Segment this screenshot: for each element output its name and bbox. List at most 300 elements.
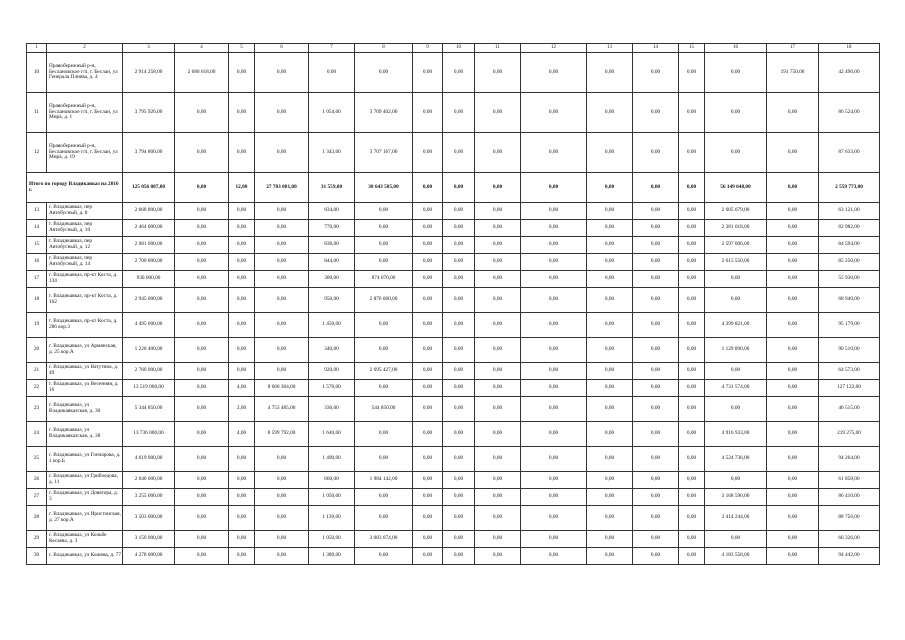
amount-cell: 0,00: [587, 397, 633, 422]
amount-cell: 0,00: [229, 548, 255, 565]
amount-cell: 0,00: [767, 489, 819, 506]
row-index-cell: 19: [27, 313, 47, 338]
amount-cell: 55 930,00: [819, 271, 880, 288]
amount-cell: 0,00: [175, 93, 229, 133]
table-row: [27, 220, 880, 237]
amount-cell: 0,00: [475, 548, 521, 565]
amount-cell: 127 122,00: [819, 380, 880, 397]
amount-cell: 0,00: [587, 53, 633, 93]
address-cell: Правобережный р-н, Беслановское г/п, г. Беслан, ул Генерала Плиева, д. 4: [47, 53, 123, 93]
amount-cell: 0,00: [587, 338, 633, 363]
amount-cell: 0,00: [767, 133, 819, 173]
column-number-header: [27, 44, 880, 53]
table-row: [27, 447, 880, 472]
amount-cell: 0,00: [443, 472, 475, 489]
amount-cell: 0,00: [633, 237, 679, 254]
amount-cell: 0,00: [521, 271, 587, 288]
amount-cell: 3 150 000,00: [123, 531, 175, 548]
amount-cell: 0,00: [229, 53, 255, 93]
amount-cell: 0,00: [633, 203, 679, 220]
amount-cell: 0,00: [413, 93, 443, 133]
amount-cell: 0,00: [679, 489, 705, 506]
amount-cell: 0,00: [679, 506, 705, 531]
amount-cell: 0,00: [633, 380, 679, 397]
amount-cell: 950,00: [309, 288, 355, 313]
amount-cell: 0,00: [587, 254, 633, 271]
amount-cell: 0,00: [443, 203, 475, 220]
amount-cell: 0,00: [679, 220, 705, 237]
amount-cell: 2 615 550,00: [705, 254, 767, 271]
amount-cell: 0,00: [521, 220, 587, 237]
address-cell: г. Владикавказ, ул Гончарова, д. 1 кор.Б: [47, 447, 123, 472]
amount-cell: 3 707 167,00: [355, 133, 413, 173]
amount-cell: 0,00: [355, 548, 413, 565]
amount-cell: 0,00: [587, 531, 633, 548]
row-index-cell: 28: [27, 506, 47, 531]
amount-cell: 0,00: [229, 133, 255, 173]
table-row: [27, 489, 880, 506]
amount-cell: 0,00: [521, 531, 587, 548]
amount-cell: 0,00: [255, 203, 309, 220]
row-index-cell: 27: [27, 489, 47, 506]
amount-cell: 0,00: [255, 237, 309, 254]
amount-cell: 1 129 890,00: [705, 338, 767, 363]
row-index-cell: 11: [27, 93, 47, 133]
amount-cell: 0,00: [229, 313, 255, 338]
amount-cell: 0,00: [229, 254, 255, 271]
amount-cell: 0,00: [705, 93, 767, 133]
amount-cell: 0,00: [767, 422, 819, 447]
total-value-cell: 125 056 087,00: [123, 173, 175, 203]
address-cell: г. Владикавказ, ул Ватутина, д. 49: [47, 363, 123, 380]
amount-cell: 0,00: [521, 313, 587, 338]
amount-cell: 0,00: [255, 506, 309, 531]
amount-cell: 0,00: [679, 237, 705, 254]
amount-cell: 1 640,00: [309, 422, 355, 447]
total-value-cell: 0,00: [413, 173, 443, 203]
amount-cell: 3 709 402,00: [355, 93, 413, 133]
amount-cell: 0,00: [475, 472, 521, 489]
amount-cell: 0,00: [175, 397, 229, 422]
address-cell: г. Владикавказ, ул Владикавказская, д. 30: [47, 397, 123, 422]
amount-cell: 0,00: [443, 531, 475, 548]
total-value-cell: 0,00: [175, 173, 229, 203]
table-row: [27, 237, 880, 254]
total-value-cell: 12,00: [229, 173, 255, 203]
total-value-cell: 27 703 081,00: [255, 173, 309, 203]
amount-cell: 0,00: [355, 422, 413, 447]
amount-cell: 2 464 000,00: [123, 220, 175, 237]
amount-cell: 0,00: [229, 220, 255, 237]
amount-cell: 0,00: [175, 548, 229, 565]
column-number-cell: 11: [475, 44, 521, 53]
amount-cell: 0,00: [521, 380, 587, 397]
amount-cell: 0,00: [443, 271, 475, 288]
amount-cell: 0,00: [355, 506, 413, 531]
amount-cell: 0,00: [633, 397, 679, 422]
amount-cell: 0,00: [309, 53, 355, 93]
total-label-cell: Итого по городу Владикавказ на 2016 г.: [27, 173, 123, 203]
amount-cell: 544 850,00: [355, 397, 413, 422]
total-value-cell: 0,00: [633, 173, 679, 203]
address-cell: г. Владикавказ, пер Автобусный, д. 10: [47, 220, 123, 237]
amount-cell: 0,00: [443, 133, 475, 173]
amount-cell: 0,00: [413, 506, 443, 531]
amount-cell: 0,00: [229, 506, 255, 531]
amount-cell: 0,00: [229, 531, 255, 548]
amount-cell: 0,00: [229, 338, 255, 363]
repair-program-table: [26, 43, 880, 565]
amount-cell: 0,00: [475, 447, 521, 472]
address-cell: г. Владикавказ, пр-кт Коста, д. 134: [47, 271, 123, 288]
amount-cell: 3 083 674,00: [355, 531, 413, 548]
amount-cell: 0,00: [767, 397, 819, 422]
row-index-cell: 16: [27, 254, 47, 271]
amount-cell: 0,00: [475, 422, 521, 447]
amount-cell: 0,00: [587, 506, 633, 531]
table-row: [27, 338, 880, 363]
amount-cell: 0,00: [255, 254, 309, 271]
amount-cell: 0,00: [521, 237, 587, 254]
column-number-cell: 5: [229, 44, 255, 53]
amount-cell: 0,00: [475, 380, 521, 397]
address-cell: Правобережный р-н, Беслановское г/п, г. Беслан, ул Мира, д. 19: [47, 133, 123, 173]
amount-cell: 0,00: [679, 133, 705, 173]
table-row: [27, 133, 880, 173]
amount-cell: 4 278 000,00: [123, 548, 175, 565]
table-row: [27, 271, 880, 288]
amount-cell: 4 619 000,00: [123, 447, 175, 472]
amount-cell: 0,00: [521, 397, 587, 422]
amount-cell: 300,00: [309, 271, 355, 288]
amount-cell: 0,00: [175, 472, 229, 489]
amount-cell: 0,00: [255, 133, 309, 173]
table-row: [27, 254, 880, 271]
row-index-cell: 20: [27, 338, 47, 363]
amount-cell: 0,00: [475, 489, 521, 506]
amount-cell: 3 255 000,00: [123, 489, 175, 506]
amount-cell: 0,00: [587, 489, 633, 506]
amount-cell: 0,00: [587, 363, 633, 380]
address-cell: г. Владикавказ, пр-кт Коста, д. 162: [47, 288, 123, 313]
amount-cell: 0,00: [705, 133, 767, 173]
amount-cell: 0,00: [255, 531, 309, 548]
column-number-cell: 18: [819, 44, 880, 53]
amount-cell: 0,00: [679, 203, 705, 220]
amount-cell: 68 940,00: [819, 288, 880, 313]
amount-cell: 0,00: [767, 220, 819, 237]
amount-cell: 0,00: [255, 338, 309, 363]
amount-cell: 2 046 000,00: [123, 472, 175, 489]
amount-cell: 3 414 244,00: [705, 506, 767, 531]
amount-cell: 0,00: [413, 53, 443, 93]
amount-cell: 0,00: [355, 313, 413, 338]
amount-cell: 0,00: [633, 531, 679, 548]
column-number-cell: 1: [27, 44, 47, 53]
amount-cell: 1 054,00: [309, 93, 355, 133]
amount-cell: 0,00: [475, 338, 521, 363]
amount-cell: 13 736 000,00: [123, 422, 175, 447]
amount-cell: 0,00: [521, 203, 587, 220]
amount-cell: 66 326,00: [819, 531, 880, 548]
amount-cell: 0,00: [767, 313, 819, 338]
amount-cell: 0,00: [413, 133, 443, 173]
column-number-cell: 7: [309, 44, 355, 53]
total-value-cell: 0,00: [475, 173, 521, 203]
address-cell: г. Владикавказ, ул Грибоедова, д. 11: [47, 472, 123, 489]
amount-cell: 0,00: [521, 548, 587, 565]
amount-cell: 0,00: [475, 133, 521, 173]
total-value-cell: 2 559 773,00: [819, 173, 880, 203]
amount-cell: 0,00: [175, 422, 229, 447]
amount-cell: 94 442,00: [819, 548, 880, 565]
repair-program-sheet: [26, 43, 879, 565]
amount-cell: 0,00: [767, 93, 819, 133]
row-index-cell: 21: [27, 363, 47, 380]
address-cell: г. Владикавказ, пер Автобусный, д. 12: [47, 237, 123, 254]
amount-cell: 0,00: [587, 220, 633, 237]
amount-cell: 0,00: [355, 53, 413, 93]
amount-cell: 0,00: [587, 271, 633, 288]
amount-cell: 0,00: [175, 237, 229, 254]
amount-cell: 0,00: [587, 380, 633, 397]
amount-cell: 0,00: [679, 93, 705, 133]
total-value-cell: 0,00: [679, 173, 705, 203]
amount-cell: 340,00: [309, 338, 355, 363]
address-cell: г. Владикавказ, ул Владикавказская, д. 38: [47, 422, 123, 447]
column-number-cell: 8: [355, 44, 413, 53]
amount-cell: 0,00: [475, 271, 521, 288]
amount-cell: 0,00: [767, 472, 819, 489]
amount-cell: 0,00: [413, 220, 443, 237]
city-total-row: [27, 173, 880, 203]
table-row: [27, 422, 880, 447]
amount-cell: 0,00: [679, 447, 705, 472]
amount-cell: 0,00: [633, 93, 679, 133]
amount-cell: 0,00: [443, 220, 475, 237]
amount-cell: 2 668 800,00: [123, 203, 175, 220]
amount-cell: 0,00: [355, 237, 413, 254]
amount-cell: 0,00: [521, 93, 587, 133]
amount-cell: 0,00: [229, 271, 255, 288]
amount-cell: 0,00: [767, 338, 819, 363]
total-value-cell: 0,00: [587, 173, 633, 203]
row-index-cell: 29: [27, 531, 47, 548]
amount-cell: 13 519 000,00: [123, 380, 175, 397]
row-index-cell: 15: [27, 237, 47, 254]
amount-cell: 0,00: [443, 288, 475, 313]
amount-cell: 0,00: [767, 271, 819, 288]
amount-cell: 0,00: [229, 93, 255, 133]
amount-cell: 95 179,00: [819, 313, 880, 338]
amount-cell: 0,00: [175, 288, 229, 313]
amount-cell: 0,00: [255, 472, 309, 489]
amount-cell: 0,00: [175, 447, 229, 472]
amount-cell: 84 594,00: [819, 237, 880, 254]
amount-cell: 2 681 600,00: [123, 237, 175, 254]
amount-cell: 0,00: [633, 422, 679, 447]
amount-cell: 0,00: [521, 254, 587, 271]
amount-cell: 61 858,00: [819, 472, 880, 489]
amount-cell: 0,00: [355, 203, 413, 220]
amount-cell: 0,00: [521, 53, 587, 93]
amount-cell: 0,00: [679, 313, 705, 338]
amount-cell: 844,00: [309, 254, 355, 271]
amount-cell: 0,00: [767, 380, 819, 397]
amount-cell: 0,00: [633, 506, 679, 531]
amount-cell: 0,00: [587, 472, 633, 489]
amount-cell: 0,00: [475, 363, 521, 380]
amount-cell: 0,00: [587, 203, 633, 220]
row-index-cell: 26: [27, 472, 47, 489]
amount-cell: 0,00: [175, 380, 229, 397]
amount-cell: 3 795 926,00: [123, 93, 175, 133]
address-cell: г. Владикавказ, пер Автобусный, д. 14: [47, 254, 123, 271]
amount-cell: 0,00: [521, 133, 587, 173]
amount-cell: 0,00: [679, 531, 705, 548]
address-cell: г. Владикавказ, ул Весенняя, д. 16: [47, 380, 123, 397]
amount-cell: 0,00: [633, 313, 679, 338]
amount-cell: 0,00: [255, 288, 309, 313]
amount-cell: 4 916 933,00: [705, 422, 767, 447]
amount-cell: 0,00: [413, 338, 443, 363]
amount-cell: 0,00: [475, 506, 521, 531]
amount-cell: 0,00: [175, 531, 229, 548]
amount-cell: 1 130,00: [309, 506, 355, 531]
amount-cell: 0,00: [175, 271, 229, 288]
amount-cell: 0,00: [443, 254, 475, 271]
amount-cell: 834,00: [309, 203, 355, 220]
table-body: [27, 44, 880, 565]
row-index-cell: 30: [27, 548, 47, 565]
amount-cell: 0,00: [705, 472, 767, 489]
column-number-cell: 15: [679, 44, 705, 53]
column-number-cell: 10: [443, 44, 475, 53]
amount-cell: 0,00: [255, 447, 309, 472]
amount-cell: 0,00: [521, 288, 587, 313]
amount-cell: 0,00: [521, 338, 587, 363]
amount-cell: 219 275,00: [819, 422, 880, 447]
address-cell: Правобережный р-н, Беслановское г/п, г. Беслан, ул Мира, д. 1: [47, 93, 123, 133]
amount-cell: 64 573,00: [819, 363, 880, 380]
amount-cell: 94 264,00: [819, 447, 880, 472]
amount-cell: 0,00: [767, 288, 819, 313]
amount-cell: 87 633,00: [819, 133, 880, 173]
amount-cell: 4 399 821,00: [705, 313, 767, 338]
amount-cell: 0,00: [255, 220, 309, 237]
amount-cell: 2 695 427,00: [355, 363, 413, 380]
amount-cell: 0,00: [413, 489, 443, 506]
column-number-cell: 2: [47, 44, 123, 53]
amount-cell: 1 050,00: [309, 531, 355, 548]
amount-cell: 8 660 304,00: [255, 380, 309, 397]
amount-cell: 0,00: [475, 203, 521, 220]
amount-cell: 0,00: [255, 271, 309, 288]
amount-cell: 0,00: [679, 363, 705, 380]
table-row: [27, 531, 880, 548]
amount-cell: 0,00: [229, 363, 255, 380]
amount-cell: 0,00: [521, 489, 587, 506]
amount-cell: 86 524,00: [819, 93, 880, 133]
amount-cell: 0,00: [413, 472, 443, 489]
amount-cell: 0,00: [679, 271, 705, 288]
amount-cell: 0,00: [443, 93, 475, 133]
amount-cell: 660,00: [309, 472, 355, 489]
amount-cell: 1 220 400,00: [123, 338, 175, 363]
amount-cell: 3 168 590,00: [705, 489, 767, 506]
amount-cell: 0,00: [175, 133, 229, 173]
amount-cell: 0,00: [413, 271, 443, 288]
amount-cell: 0,00: [355, 489, 413, 506]
amount-cell: 4,00: [229, 422, 255, 447]
amount-cell: 0,00: [443, 53, 475, 93]
amount-cell: 0,00: [475, 93, 521, 133]
amount-cell: 86 410,00: [819, 489, 880, 506]
amount-cell: 0,00: [633, 220, 679, 237]
amount-cell: 0,00: [413, 397, 443, 422]
address-cell: г. Владикавказ, ул Армянская, д. 25 кор.А: [47, 338, 123, 363]
amount-cell: 0,00: [767, 254, 819, 271]
amount-cell: 0,00: [475, 237, 521, 254]
amount-cell: 3 794 800,00: [123, 133, 175, 173]
amount-cell: 0,00: [521, 447, 587, 472]
amount-cell: 0,00: [355, 447, 413, 472]
amount-cell: 4 753 485,00: [255, 397, 309, 422]
amount-cell: 4 731 574,00: [705, 380, 767, 397]
row-index-cell: 24: [27, 422, 47, 447]
row-index-cell: 25: [27, 447, 47, 472]
amount-cell: 0,00: [587, 422, 633, 447]
amount-cell: 920,00: [309, 363, 355, 380]
amount-cell: 0,00: [443, 506, 475, 531]
amount-cell: 0,00: [413, 380, 443, 397]
amount-cell: 82 982,00: [819, 220, 880, 237]
address-cell: г. Владикавказ, пер Автобусный, д. 8: [47, 203, 123, 220]
amount-cell: 0,00: [229, 203, 255, 220]
table-row: [27, 472, 880, 489]
amount-cell: 0,00: [587, 133, 633, 173]
amount-cell: 0,00: [443, 338, 475, 363]
amount-cell: 0,00: [413, 237, 443, 254]
table-row: [27, 288, 880, 313]
amount-cell: 0,00: [355, 220, 413, 237]
total-value-cell: 38 643 585,00: [355, 173, 413, 203]
amount-cell: 0,00: [587, 237, 633, 254]
amount-cell: 0,00: [443, 380, 475, 397]
amount-cell: 0,00: [255, 548, 309, 565]
amount-cell: 0,00: [705, 531, 767, 548]
table-row: [27, 380, 880, 397]
amount-cell: 90 510,00: [819, 338, 880, 363]
amount-cell: 0,00: [587, 548, 633, 565]
amount-cell: 0,00: [633, 548, 679, 565]
amount-cell: 0,00: [475, 288, 521, 313]
amount-cell: 0,00: [587, 93, 633, 133]
amount-cell: 0,00: [175, 338, 229, 363]
amount-cell: 0,00: [679, 288, 705, 313]
amount-cell: 0,00: [443, 313, 475, 338]
address-cell: г. Владикавказ, пр-кт Коста, д. 286 кор.3: [47, 313, 123, 338]
amount-cell: 0,00: [413, 531, 443, 548]
column-number-cell: 9: [413, 44, 443, 53]
amount-cell: 0,00: [413, 447, 443, 472]
amount-cell: 0,00: [255, 363, 309, 380]
amount-cell: 336,00: [309, 397, 355, 422]
row-index-cell: 13: [27, 203, 47, 220]
amount-cell: 874 070,00: [355, 271, 413, 288]
row-index-cell: 14: [27, 220, 47, 237]
amount-cell: 88 756,00: [819, 506, 880, 531]
